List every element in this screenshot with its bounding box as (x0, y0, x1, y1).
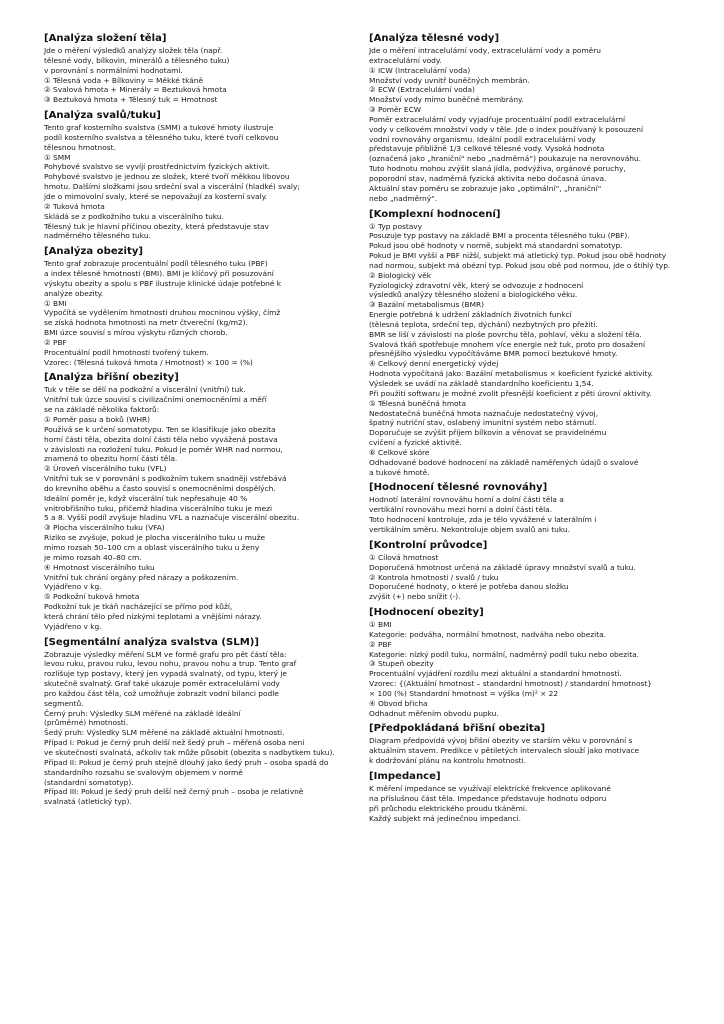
text-line: vertikální rovnováhu mezi horní a dolní částí těla. (369, 505, 553, 515)
text-line: extracelulární vody. (369, 55, 442, 65)
text-line: Případ III: Pokud je šedý pruh delší než černý pruh – osoba je relativně (44, 787, 304, 797)
text-line: Při použití softwaru je možné zvolit přesnější koeficient z pěti úrovní aktivity. (369, 388, 652, 398)
section (369, 208, 691, 478)
text-line: ② PBF (369, 639, 392, 649)
text-line: Poměr extracelulární vody vyjadřuje procentuální podíl extracelulární (369, 114, 626, 124)
text-line: Jde o měření intracelulární vody, extracelulární vody a poměru (369, 46, 601, 55)
text-line: představuje přibližně 1/3 celkové tělesné vody. Vysoká hodnota (369, 144, 605, 154)
text-line: Kategorie: nízký podíl tuku, normální, nadměrný podíl tuku nebo obezita. (369, 649, 639, 659)
text-line: nadměrného tělesného tuku. (44, 231, 151, 241)
text-line: vody v celkovém množství vody v těle. Jde o index používaný k posouzení (369, 124, 644, 134)
text-line: ve skutečnosti svalnatá, ačkoliv tak může působit (obezita s nadbytkem tuku). (44, 748, 335, 757)
section-heading: [Analýza složení těla] (44, 33, 167, 44)
text-line: Používá se k určení somatotypu. Ten se klasifikuje jako obezita (44, 424, 276, 434)
section (44, 245, 366, 367)
text-line: BMR se liší v závislosti na ploše povrchu těla, pohlaví, věku a složení těla. (369, 329, 642, 339)
text-line: Vzorec: {(Aktuální hmotnost – standardní hmotnost) / standardní hmotnost} (369, 679, 652, 689)
text-line: Zobrazuje výsledky měření SLM ve formě grafu pro pět částí těla: (44, 649, 287, 659)
text-line: 5 a 8. Vyšší podíl zvyšuje hladinu VFL a naznačuje viscerální obezitu. (44, 513, 299, 523)
text-line: pro každou část těla, což umožňuje zobrazit vodní bilanci podle (44, 688, 279, 698)
text-line: Vnitřní tuk se v porovnání s podkožním tukem snadněji vstřebává (44, 474, 287, 484)
text-line: ④ Hmotnost viscerálního tuku (44, 562, 155, 572)
text-line: jde o mimovolní svaly, které se nepovažují za kosterní svaly. (44, 191, 268, 201)
text-line: Pohybové svalstvo je jednou ze složek, které tvoří měkkou libovou (44, 172, 290, 182)
text-line: ① SMM (44, 152, 71, 162)
text-line: ② ECW (Extracelulární voda) (369, 85, 475, 95)
text-line: Doporučuje se zvýšit příjem bílkovin a věnovat se pravidelnému (369, 428, 607, 438)
text-line: ② Svalová hmota + Minerály = Beztuková hmota (44, 85, 227, 95)
text-line: ① BMI (369, 620, 392, 630)
text-line: Pohybové svalstvo se vyvíjí prostřednictvím fyzických aktivit. (44, 162, 271, 172)
text-line: ⑥ Celkové skóre (369, 447, 430, 457)
text-line: ① Typ postavy (369, 221, 423, 231)
text-line: ② Tuková hmota (44, 201, 105, 211)
text-line: Doporučené hodnoty, o které je potřeba danou složku (369, 582, 569, 592)
text-line: v porovnání s normálními hodnotami. (44, 65, 183, 75)
text-line: Aktuální stav poměru se zobrazuje jako „optimální“, „hraniční“ (369, 183, 602, 193)
text-line: Vzorec: (Tělesná tuková hmota / Hmotnost) × 100 = (%) (44, 357, 253, 367)
text-line: vodní rovnováhy organismu. Ideální podíl extracelulární vody (369, 134, 596, 144)
section-heading: [Analýza břišní obezity] (44, 372, 179, 384)
text-line: Odhadované bodové hodnocení na základě naměřených údajů o svalové (369, 457, 639, 467)
text-line: Množství vody mimo buněčné membrány. (369, 95, 524, 105)
text-line: Vyjádřeno v kg. (44, 582, 102, 592)
text-line: Svalová tkáň spotřebuje mnohem více energie než tuk, proto pro dosažení (369, 339, 646, 349)
right-column (369, 32, 691, 827)
section (369, 606, 691, 718)
text-line: Riziko se zvyšuje, pokud je plocha viscerálního tuku u muže (44, 533, 266, 543)
text-line: výskytu obezity a spolu s PBF ilustruje klinické údaje potřebné k (44, 278, 282, 288)
section (44, 371, 366, 631)
text-line: skutečně svalnatý. Graf také ukazuje poměr extracelulární vody (44, 679, 280, 689)
text-line: ③ Bazální metabolismus (BMR) (369, 300, 485, 310)
text-line: vnitrobřišního tuku, přičemž hladina viscerálního tuku je mezi (44, 503, 273, 513)
text-line: vertikálním směru. Nekontroluje objem svalů ani tuku. (369, 524, 570, 534)
text-line: Případ II: Pokud je černý pruh stejně dlouhý jako šedý pruh – osoba spadá do (44, 757, 329, 767)
text-line: Procentuální podíl hmotnosti tvořený tukem. (44, 347, 209, 357)
text-line: do krevního oběhu a často souvisí s onemocněními dospělých. (44, 483, 276, 493)
text-line: Tento graf kosterního svalstva (SMM) a tukové hmoty ilustruje (44, 123, 274, 133)
text-line: v závislosti na rozložení tuku. Pokud je poměr WHR nad normou, (44, 444, 283, 454)
text-line: Toto hodnocení kontroluje, zda je tělo vyvážené v laterálním i (369, 515, 597, 525)
text-line: se na základě několika faktorů: (44, 405, 160, 415)
text-line: analýze obezity. (44, 288, 104, 298)
text-line: ② Biologický věk (369, 270, 432, 280)
text-line: a tukové hmotě. (369, 467, 430, 477)
text-line: ② PBF (44, 337, 67, 347)
text-line: podíl kosterního svalstva a tělesného tuku, které tvoří celkovou (44, 132, 279, 142)
text-line: Vypočítá se vydělením hmotnosti druhou mocninou výšky, čímž (44, 308, 281, 318)
left-column (44, 32, 366, 811)
section-heading: [Hodnocení tělesné rovnováhy] (369, 482, 548, 494)
text-line: ③ Stupeň obezity (369, 659, 434, 669)
text-line: Tuk v těle se dělí na podkožní a viscerální (vnitřní) tuk. (44, 385, 246, 395)
text-line: ③ Poměr ECW (369, 105, 422, 115)
section (369, 722, 691, 766)
text-line: Nedostatečná buněčná hmota naznačuje nedostatečný vývoj, (369, 408, 599, 418)
text-line: která chrání tělo před nízkými teplotami a vnějšími nárazy. (44, 611, 262, 621)
text-line: ④ Obvod břicha (369, 698, 428, 708)
section-heading: [Předpokládaná břišní obezita] (369, 723, 546, 735)
text-line: BMI úzce souvisí s mírou výskytu různých chorob. (44, 328, 228, 338)
text-line: Skládá se z podkožního tuku a viscerálního tuku. (44, 211, 224, 221)
text-line: Černý pruh: Výsledky SLM měřené na základě ideální (44, 708, 241, 718)
text-line: je mimo rozsah 40–80 cm. (44, 552, 142, 562)
text-line: ① ICW (Intracelulární voda) (369, 65, 471, 75)
text-line: ① BMI (44, 298, 67, 308)
text-line: k dodržování plánu na kontrolu hmotnosti. (369, 756, 526, 766)
text-line: a index tělesné hmotnosti (BMI). BMI je klíčový při posuzování (44, 269, 274, 279)
text-line: Tělesný tuk je hlavní příčinou obezity, která představuje stav (44, 221, 269, 231)
text-line: Diagram předpovídá vývoj břišní obezity ve starším věku v porovnání s (369, 736, 633, 746)
text-line: (tělesná teplota, srdeční tep, dýchání) nezbytných pro přežití. (369, 319, 598, 329)
text-line: cvičení a fyzické aktivitě. (369, 438, 462, 448)
text-line: Jde o měření výsledků analýzy složek těla (např. (44, 46, 223, 55)
text-line: nebo „nadměrný“. (369, 193, 438, 203)
text-line: × 100 (%) Standardní hmotnost = výška (m)² × 22 (369, 688, 559, 698)
text-line: Šedý pruh: Výsledky SLM měřené na základě aktuální hmotnosti. (44, 728, 285, 738)
text-line: se získá hodnota hmotnosti na metr čtvereční (kg/m2). (44, 318, 248, 328)
text-line: ② Úroveň viscerálního tuku (VFL) (44, 464, 167, 474)
text-line: Procentuální vyjádření rozdílu mezi aktuální a standardní hmotností. (369, 669, 622, 679)
text-line: Vyjádřeno v kg. (44, 621, 102, 631)
text-line: (standardní somatotyp). (44, 777, 134, 787)
text-line: tělesnou hmotnost. (44, 142, 116, 152)
text-line: svalnatá (atletický typ). (44, 797, 132, 807)
text-line: ③ Plocha viscerálního tuku (VFA) (44, 523, 165, 533)
text-line: Pokud jsou obě hodnoty v normě, subjekt má standardní somatotyp. (369, 241, 623, 251)
text-line: Hodnota vypočítaná jako: Bazální metabolismus × koeficient fyzické aktivity. (369, 369, 654, 379)
text-line: levou ruku, pravou ruku, levou nohu, pravou nohu a trup. Tento graf (44, 659, 297, 669)
text-line: výsledků analýzy tělesného složení a biologického věku. (369, 290, 578, 300)
section-heading: [Analýza tělesné vody] (369, 33, 500, 44)
text-line: při průchodu elektrického proudu tkáněmi. (369, 803, 528, 813)
text-line: zvýšit (+) nebo snížit (-). (369, 592, 461, 602)
text-line: ⑤ Podkožní tuková hmota (44, 592, 140, 602)
text-line: ② Kontrola hmotnosti / svalů / tuku (369, 572, 499, 582)
text-line: Doporučená hmotnost určená na základě úpravy množství svalů a tuku. (369, 562, 636, 572)
section-heading: [Analýza svalů/tuku] (44, 110, 161, 122)
section-heading: [Impedance] (369, 771, 441, 782)
text-line: nad normou, subjekt má obézní typ. Pokud jsou obě pod normou, jde o štíhlý typ. (369, 260, 671, 270)
section-heading: [Hodnocení obezity] (369, 607, 484, 619)
section-heading: [Analýza obezity] (44, 246, 144, 258)
text-line: Podkožní tuk je tkáň nacházející se přímo pod kůží, (44, 602, 233, 612)
text-line: (označená jako „hraniční“ nebo „nadměrná“) poukazuje na nerovnováhu. (369, 154, 641, 164)
text-line: přesnějšího výsledku vypočítáváme BMR pomocí beztukové hmoty. (369, 349, 618, 359)
section-heading: [Kontrolní průvodce] (369, 539, 488, 551)
text-line: K měření impedance se využívají elektrické frekvence aplikované (369, 784, 611, 793)
section (44, 636, 366, 808)
text-line: na příslušnou část těla. Impedance představuje hodnotu odporu (369, 793, 607, 803)
section (369, 770, 691, 823)
text-line: Ideální poměr je, když viscerální tuk nepřesahuje 40 % (44, 493, 248, 503)
section-heading: [Komplexní hodnocení] (369, 208, 501, 220)
text-line: Energie potřebná k udržení základních životních funkcí (369, 310, 572, 320)
section (44, 32, 366, 105)
text-line: špatný nutriční stav, oslabený imunitní systém nebo stárnutí. (369, 418, 597, 428)
text-line: Hodnotí laterální rovnováhu horní a dolní části těla a (369, 495, 564, 505)
text-line: znamená to obezitu horní části těla. (44, 454, 178, 464)
section-heading: [Segmentální analýza svalstva (SLM)] (44, 636, 259, 648)
text-line: Výsledek se uvádí na základě standardního koeficientu 1,54. (369, 379, 594, 388)
text-line: (průměrné) hmotnosti. (44, 718, 129, 728)
text-line: ① Tělesná voda + Bílkoviny = Měkké tkáně (44, 75, 204, 85)
text-line: Tuto hodnotu mohou zvýšit slaná jídla, podvýživa, orgánové poruchy, (369, 164, 626, 174)
text-line: tělesné vody, bílkovin, minerálů a tělesného tuku) (44, 55, 230, 65)
text-line: Případ I: Pokud je černý pruh delší než šedý pruh – měřená osoba není (44, 738, 305, 748)
text-line: hmotu. Dalšími složkami jsou srdeční sval a viscerální (hladké) svaly; (44, 182, 300, 192)
text-line: ① Poměr pasu a boků (WHR) (44, 415, 151, 424)
text-line: ③ Beztuková hmota + Tělesný tuk = Hmotnost (44, 95, 218, 105)
text-line: poporodní stav, nadměrná fyzická aktivita nebo dočasná únava. (369, 173, 607, 183)
text-line: Tento graf zobrazuje procentuální podíl tělesného tuku (PBF) (44, 259, 268, 269)
text-line: segmentů. (44, 698, 84, 708)
text-line: rozlišuje typ postavy, který jen vypadá svalnatý, od typu, který je (44, 669, 287, 679)
text-line: Vnitřní tuk úzce souvisí s civilizačními onemocněními a měří (44, 395, 267, 405)
text-line: Kategorie: podváha, normální hmotnost, nadváha nebo obezita. (369, 629, 606, 639)
text-line: Fyziologický zdravotní věk, který se odvozuje z hodnocení (369, 280, 584, 290)
text-line: Pokud je BMI vyšší a PBF nižší, subjekt má atletický typ. Pokud jsou obě hodnoty (369, 251, 667, 261)
text-line: aktuálním stavem. Predikce v pětiletých intervalech slouží jako motivace (369, 746, 640, 756)
section (369, 32, 691, 204)
text-line: standardního rozsahu se svalovým objemem v normě (44, 767, 243, 777)
section (369, 539, 691, 602)
text-line: horní části těla, obezita dolní části těla nebo vyvážená postava (44, 434, 278, 444)
text-line: Posuzuje typ postavy na základě BMI a procenta tělesného tuku (PBF). (369, 231, 630, 241)
text-line: Každý subjekt má jedinečnou impedanci. (369, 813, 521, 823)
text-line: ① Cílová hmotnost (369, 552, 439, 562)
text-line: Vnitřní tuk chrání orgány před nárazy a poškozením. (44, 572, 239, 582)
text-line: mimo rozsah 50–100 cm a oblast viscerálního tuku u ženy (44, 542, 260, 552)
text-line: ④ Celkový denní energetický výdej (369, 359, 499, 369)
section (44, 109, 366, 241)
text-line: ⑤ Tělesná buněčná hmota (369, 398, 467, 408)
section (369, 481, 691, 534)
text-line: Množství vody uvnitř buněčných membrán. (369, 75, 530, 85)
text-line: Odhadnut měřením obvodu pupku. (369, 708, 499, 718)
